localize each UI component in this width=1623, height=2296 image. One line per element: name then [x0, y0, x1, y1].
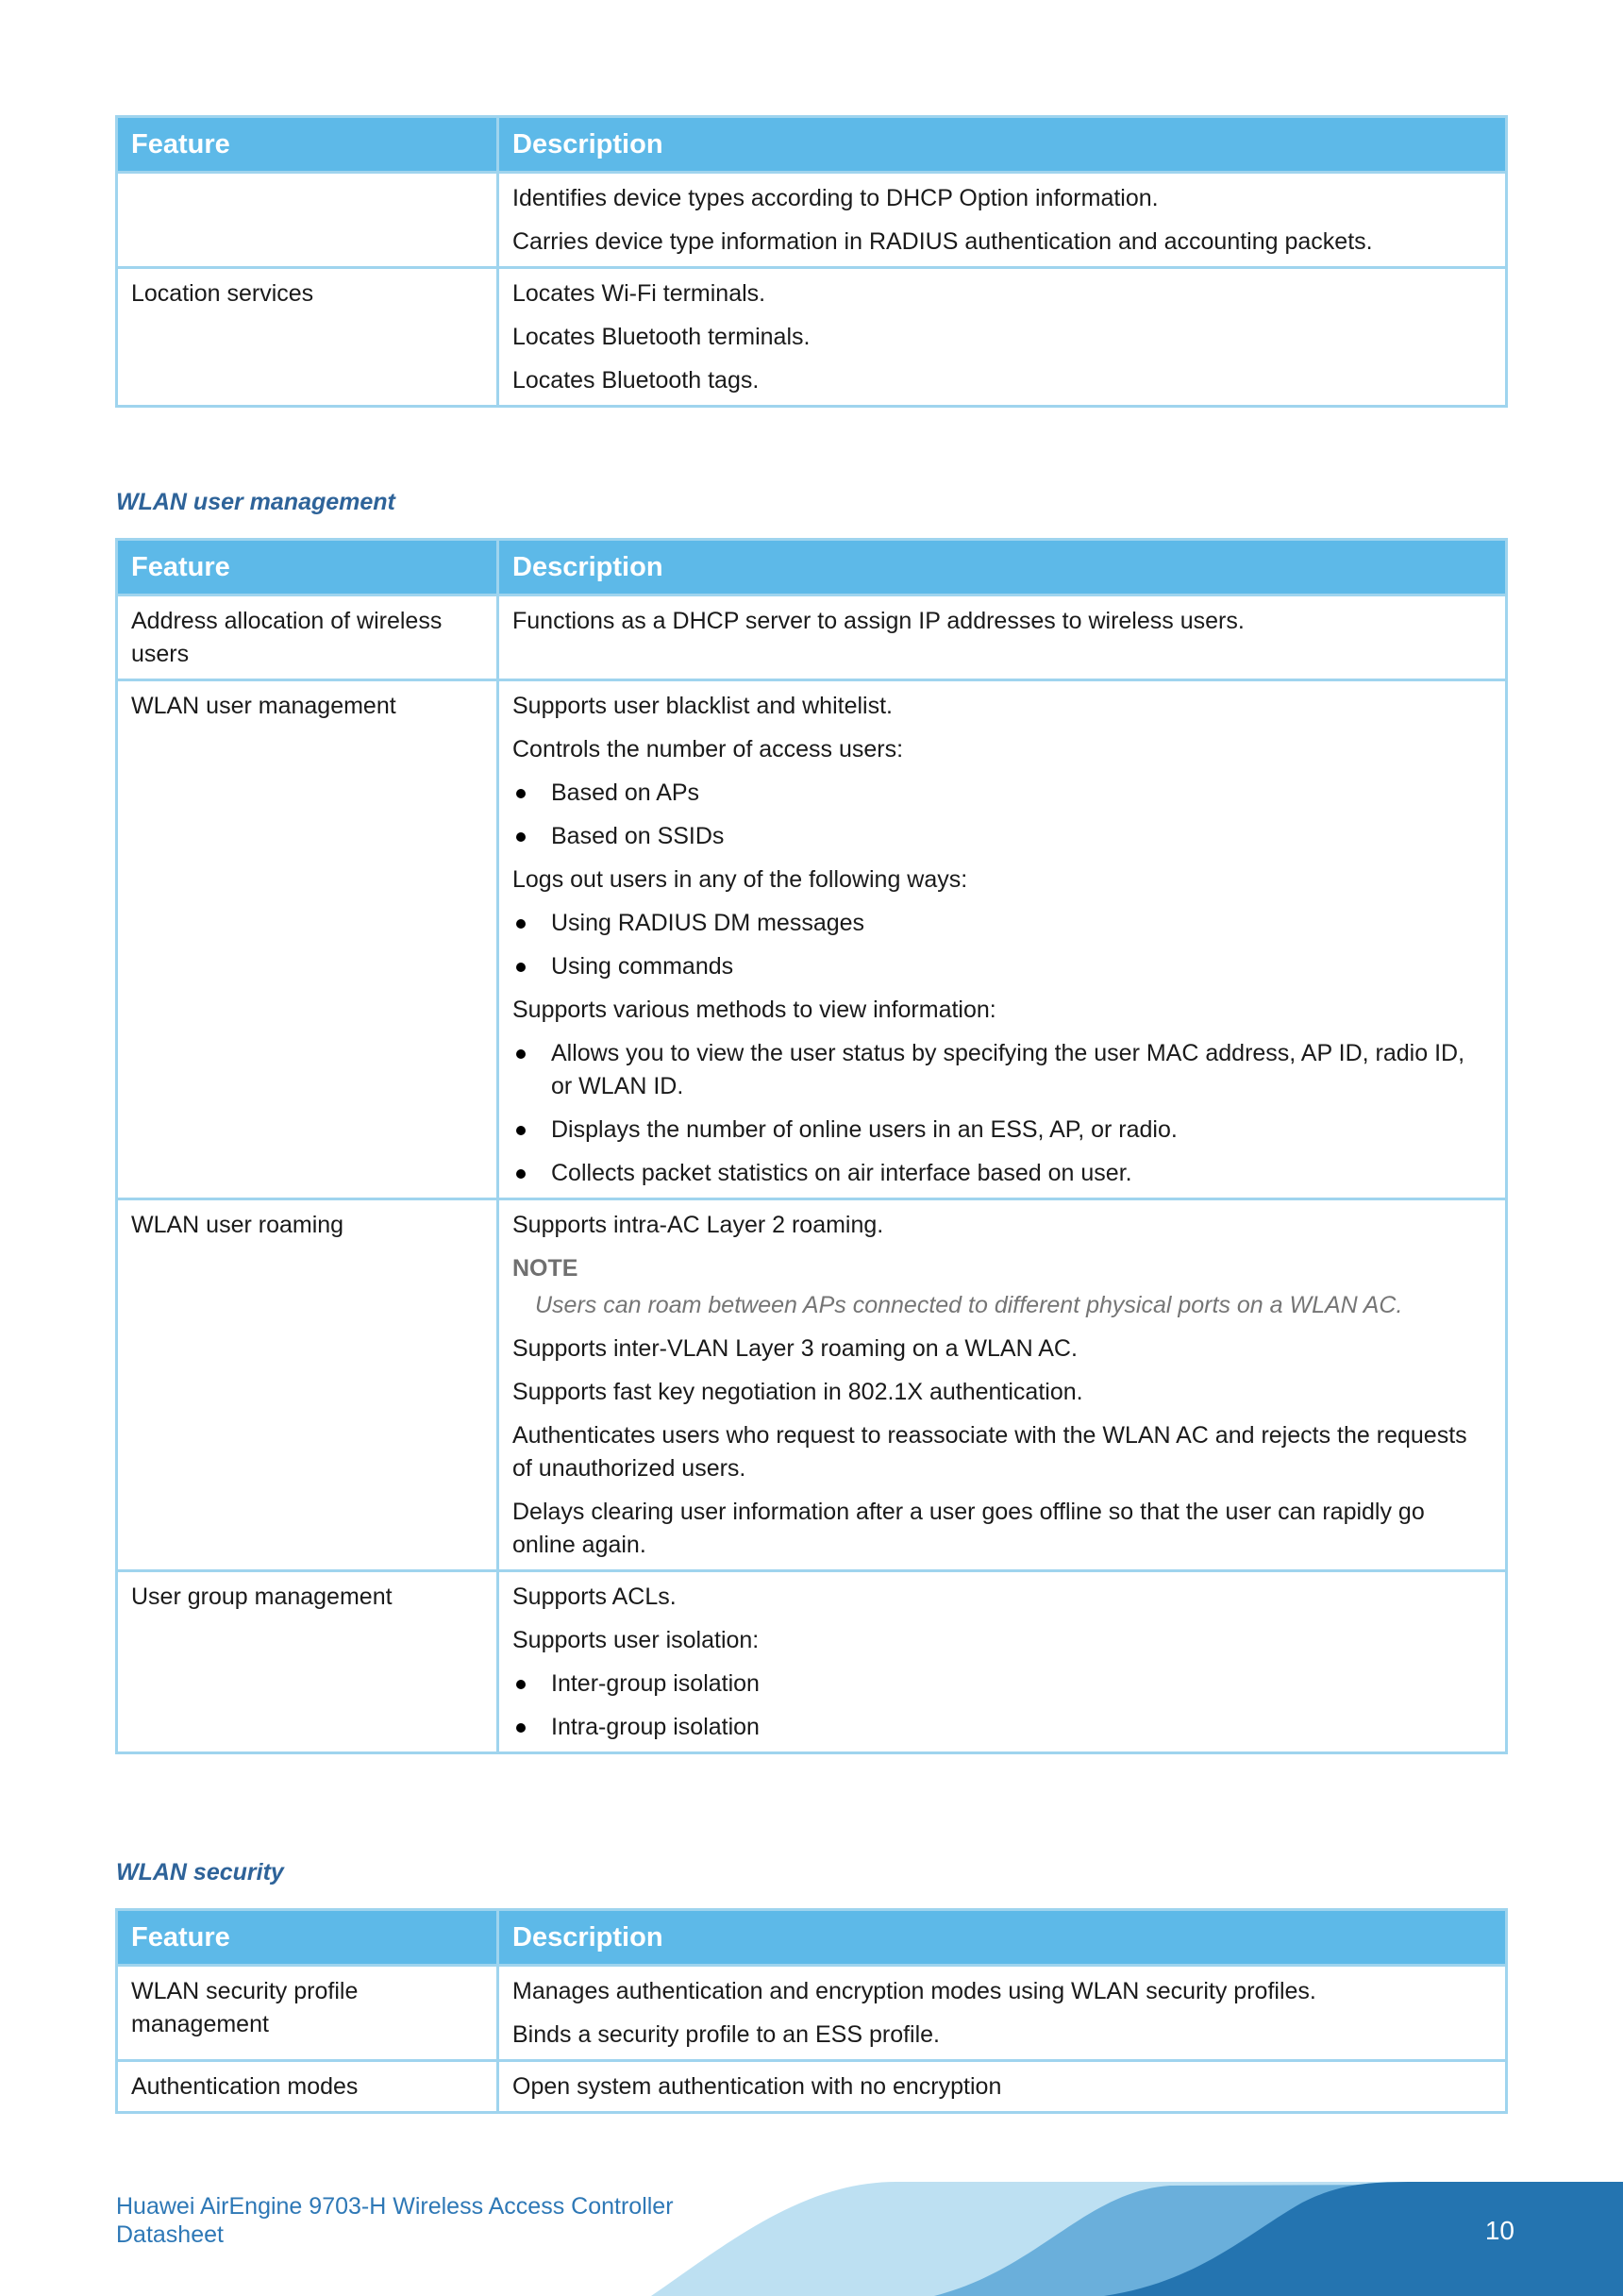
- bullet-item: Displays the number of online users in an ESS, AP, or radio.: [512, 1114, 1482, 1147]
- feature-table-continued: [115, 115, 1508, 408]
- header-description: Description: [498, 540, 1507, 595]
- bullet-item: Using RADIUS DM messages: [512, 907, 1482, 940]
- bullet-item: Using commands: [512, 950, 1482, 983]
- feature-cell: WLAN user roaming: [117, 1199, 498, 1571]
- description-line: Delays clearing user information after a user goes offline so that the user can rapidly go online again.: [512, 1499, 1425, 1558]
- bullet-item: Based on APs: [512, 777, 1482, 810]
- feature-cell: Address allocation of wireless users: [117, 595, 498, 680]
- table-row: [117, 268, 1507, 407]
- footer-product: Huawei AirEngine 9703-H Wireless Access Controller: [116, 2193, 674, 2220]
- feature-cell: Location services: [117, 268, 498, 407]
- table-row: [117, 595, 1507, 680]
- header-description: Description: [498, 117, 1507, 173]
- header-feature: Feature: [117, 1910, 498, 1966]
- feature-cell: User group management: [117, 1571, 498, 1753]
- feature-cell: WLAN user management: [117, 680, 498, 1199]
- description-line: Carries device type information in RADIUS authentication and accounting packets.: [512, 228, 1373, 255]
- description-line: Supports inter-VLAN Layer 3 roaming on a WLAN AC.: [512, 1335, 1078, 1362]
- page-number: 10: [1484, 2216, 1514, 2245]
- footer-title: [116, 2192, 674, 2249]
- header-feature: Feature: [117, 117, 498, 173]
- bullet-item: Allows you to view the user status by specifying the user MAC address, AP ID, radio ID, or WLAN ID.: [512, 1037, 1482, 1103]
- note-heading: NOTE: [512, 1255, 578, 1282]
- description-cell: [498, 595, 1507, 680]
- description-line: Open system authentication with no encryption: [512, 2073, 1002, 2100]
- table-row: [117, 2061, 1507, 2113]
- description-line: Locates Bluetooth terminals.: [512, 324, 811, 350]
- description-line: Logs out users in any of the following ways:: [512, 866, 968, 893]
- header-description: Description: [498, 1910, 1507, 1966]
- description-line: Locates Wi-Fi terminals.: [512, 280, 766, 307]
- footer-doc-type: Datasheet: [116, 2221, 224, 2248]
- description-line: Locates Bluetooth tags.: [512, 367, 760, 394]
- table-row: [117, 1199, 1507, 1571]
- description-cell: [498, 173, 1507, 268]
- note-text: Users can roam between APs connected to different physical ports on a WLAN AC.: [535, 1292, 1403, 1318]
- description-line: Supports fast key negotiation in 802.1X authentication.: [512, 1379, 1083, 1405]
- description-line: Manages authentication and encryption modes using WLAN security profiles.: [512, 1978, 1316, 2004]
- description-line: Supports ACLs.: [512, 1584, 677, 1610]
- description-cell: [498, 2061, 1507, 2113]
- description-line: Supports intra-AC Layer 2 roaming.: [512, 1212, 884, 1238]
- table-row: [117, 680, 1507, 1199]
- description-cell: [498, 1571, 1507, 1753]
- description-cell: [498, 268, 1507, 407]
- security-table: [115, 1908, 1508, 2114]
- description-line: Authenticates users who request to reassociate with the WLAN AC and rejects the requests of unauthorized users.: [512, 1422, 1467, 1482]
- bullet-item: Inter-group isolation: [512, 1668, 1482, 1701]
- table-row: [117, 173, 1507, 268]
- description-line: Binds a security profile to an ESS profile.: [512, 2021, 941, 2048]
- bullet-item: Collects packet statistics on air interface based on user.: [512, 1157, 1482, 1190]
- description-line: Functions as a DHCP server to assign IP addresses to wireless users.: [512, 608, 1245, 634]
- bullet-item: Intra-group isolation: [512, 1711, 1482, 1744]
- feature-cell: WLAN security profile management: [117, 1966, 498, 2061]
- description-line: Identifies device types according to DHCP Option information.: [512, 185, 1159, 211]
- description-cell: [498, 1199, 1507, 1571]
- feature-cell: [117, 173, 498, 268]
- table-row: [117, 1966, 1507, 2061]
- user-management-table: [115, 538, 1508, 1754]
- description-line: Supports user blacklist and whitelist.: [512, 693, 893, 719]
- description-line: Controls the number of access users:: [512, 736, 904, 763]
- table-row: [117, 1571, 1507, 1753]
- section-title-security: WLAN security: [116, 1859, 284, 1885]
- description-line: Supports user isolation:: [512, 1627, 760, 1653]
- header-feature: Feature: [117, 540, 498, 595]
- description-cell: [498, 1966, 1507, 2061]
- section-title-user-management: WLAN user management: [116, 489, 395, 515]
- description-cell: [498, 680, 1507, 1199]
- bullet-item: Based on SSIDs: [512, 820, 1482, 853]
- feature-cell: Authentication modes: [117, 2061, 498, 2113]
- description-line: Supports various methods to view information:: [512, 997, 996, 1023]
